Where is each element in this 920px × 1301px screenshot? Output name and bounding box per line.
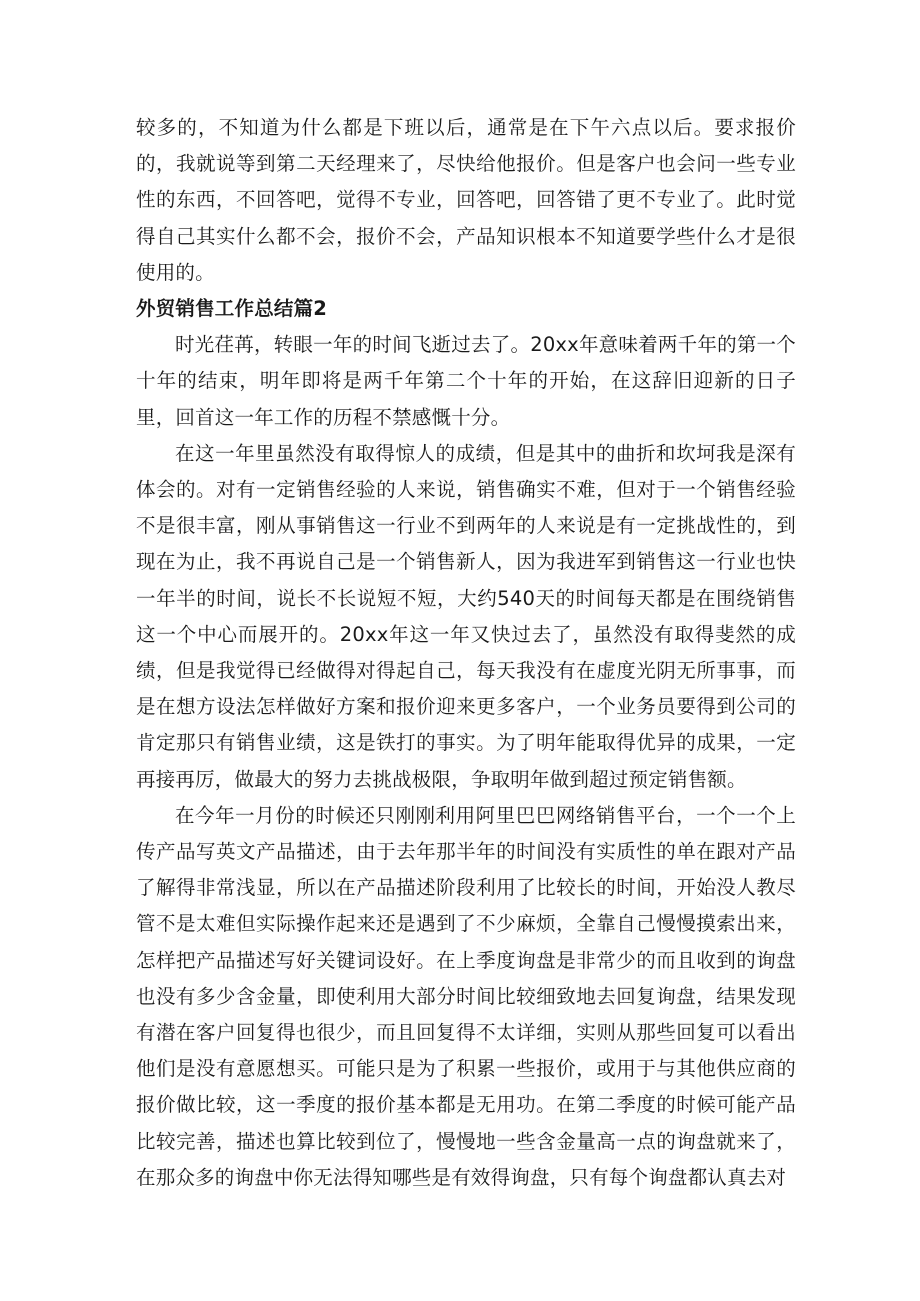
body-paragraph-3: 在今年一月份的时候还只刚刚利用阿里巴巴网络销售平台，一个一个上传产品写英文产品描述，由于去年那半年的时间没有实质性的单在跟对产品了解得非常浅显，所以在产品描述阶段利用了比较长的时间，开始没人教尽管不是太难但实际操作起来还是遇到了不少麻烦，全靠自己慢慢摸索出来，怎样把产品描述写好关键词设好。在上季度询盘是非常少的而且收到的询盘也没有多少含金量，即使利用大部分时间比较细致地去回复询盘，结果发现有潜在客户回复得也很少，而且回复得不太详细，实则从那些回复可以看出他们是没有意愿想买。可能只是为了积累一些报价，或用于与其他供应商的报价做比较，这一季度的报价基本都是无用功。在第二季度的时候可能产品比较完善，描述也算比较到位了，慢慢地一些含金量高一点的询盘就来了，在那众多的询盘中你无法得知哪些是有效得询盘，只有每个询盘都认真去对 [136, 803, 796, 1189]
body-paragraph-1: 时光荏苒，转眼一年的时间飞逝过去了。20xx年意味着两千年的第一个十年的结束，明年即将是两千年第二个十年的开始，在这辞旧迎新的日子里，回首这一年工作的历程不禁感慨十分。 [136, 333, 796, 429]
section-heading: 外贸销售工作总结篇2 [136, 297, 328, 321]
continued-paragraph: 较多的，不知道为什么都是下班以后，通常是在下午六点以后。要求报价的，我就说等到第二天经理来了，尽快给他报价。但是客户也会问一些专业性的东西，不回答吧，觉得不专业，回答吧，回答错了更不专业了。此时觉得自己其实什么都不会，报价不会，产品知识根本不知道要学些什么才是很使用的。 [136, 116, 796, 284]
document-page [136, 110, 796, 1196]
body-paragraph-2: 在这一年里虽然没有取得惊人的成绩，但是其中的曲折和坎坷我是深有体会的。对有一定销售经验的人来说，销售确实不难，但对于一个销售经验不是很丰富，刚从事销售这一行业不到两年的人来说是有一定挑战性的，到现在为止，我不再说自己是一个销售新人，因为我进军到销售这一行业也快一年半的时间，说长不长说短不短，大约540天的时间每天都是在围绕销售这一个中心而展开的。20xx年这一年又快过去了，虽然没有取得斐然的成绩，但是我觉得已经做得对得起自己，每天我没有在虚度光阴无所事事，而是在想方设法怎样做好方案和报价迎来更多客户，一个业务员要得到公司的肯定那只有销售业绩，这是铁打的事实。为了明年能取得优异的成果，一定再接再厉，做最大的努力去挑战极限，争取明年做到超过预定销售额。 [136, 441, 796, 791]
